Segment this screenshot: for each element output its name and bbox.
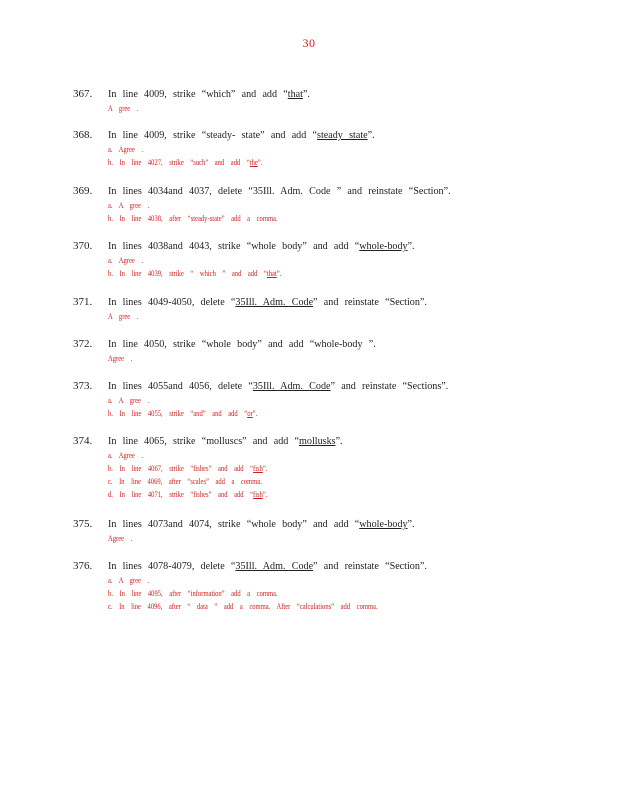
- item-number: 374.: [73, 435, 93, 447]
- item-instruction: In line 4065, strike “molluscs” and add “mollusks”.: [108, 435, 343, 447]
- item-number: 367.: [73, 88, 93, 100]
- item-number: 375.: [73, 518, 93, 530]
- item-response: c. In line 4096, after “ data ” add a comma. After “calculations” add comma.: [108, 602, 378, 611]
- item-instruction: In lines 4073and 4074, strike “whole body” and add “whole-body”.: [108, 518, 415, 530]
- item-response: a. Agree .: [108, 145, 143, 154]
- item-instruction: In lines 4049-4050, delete “35Ill. Adm. Code” and reinstate “Section”.: [108, 296, 427, 308]
- item-response: a. Agree .: [108, 451, 143, 460]
- item-instruction: In line 4009, strike “steady- state” and add “steady state”.: [108, 129, 375, 141]
- item-response: b. In line 4027, strike “such” and add “the”.: [108, 158, 263, 167]
- item-number: 368.: [73, 129, 93, 141]
- item-response: b. In line 4055, strike “and” and add “or”.: [108, 409, 258, 418]
- item-response: c. In line 4069, after “scales” add a comma.: [108, 477, 262, 486]
- item-number: 373.: [73, 380, 93, 392]
- item-response: d. In line 4071, strike “fishes” and add “fish”.: [108, 490, 268, 499]
- item-response: b. In line 4039, strike “ which ” and add “that”.: [108, 269, 282, 278]
- item-instruction: In lines 4055and 4056, delete “35Ill. Adm. Code” and reinstate “Sections”.: [108, 380, 449, 392]
- item-response: A gree .: [108, 312, 139, 321]
- item-instruction: In line 4009, strike “which” and add “that”.: [108, 88, 310, 100]
- item-response: a. A gree .: [108, 576, 150, 585]
- item-number: 371.: [73, 296, 93, 308]
- item-instruction: In line 4050, strike “whole body” and add “whole-body ”.: [108, 338, 376, 350]
- item-number: 370.: [73, 240, 93, 252]
- item-response: b. In line 4067, strike “fishes” and add “fish”.: [108, 464, 268, 473]
- page-number: 30: [302, 36, 316, 50]
- item-response: a. A gree .: [108, 396, 150, 405]
- item-response: Agree .: [108, 534, 133, 543]
- item-instruction: In lines 4034and 4037, delete “35Ill. Adm. Code ” and reinstate “Section”.: [108, 185, 451, 197]
- item-response: b. In line 4038, after “steady-state” add a comma.: [108, 214, 278, 223]
- item-response: A gree .: [108, 104, 139, 113]
- item-response: a. A gree .: [108, 201, 150, 210]
- item-instruction: In lines 4078-4079, delete “35Ill. Adm. Code” and reinstate “Section”.: [108, 560, 427, 572]
- item-response: Agree .: [108, 354, 133, 363]
- item-response: a. Agree .: [108, 256, 143, 265]
- item-number: 372.: [73, 338, 93, 350]
- item-instruction: In lines 4038and 4043, strike “whole body” and add “whole-body”.: [108, 240, 415, 252]
- item-number: 376.: [73, 560, 93, 572]
- item-number: 369.: [73, 185, 93, 197]
- item-response: b. In line 4095, after “information” add a comma.: [108, 589, 278, 598]
